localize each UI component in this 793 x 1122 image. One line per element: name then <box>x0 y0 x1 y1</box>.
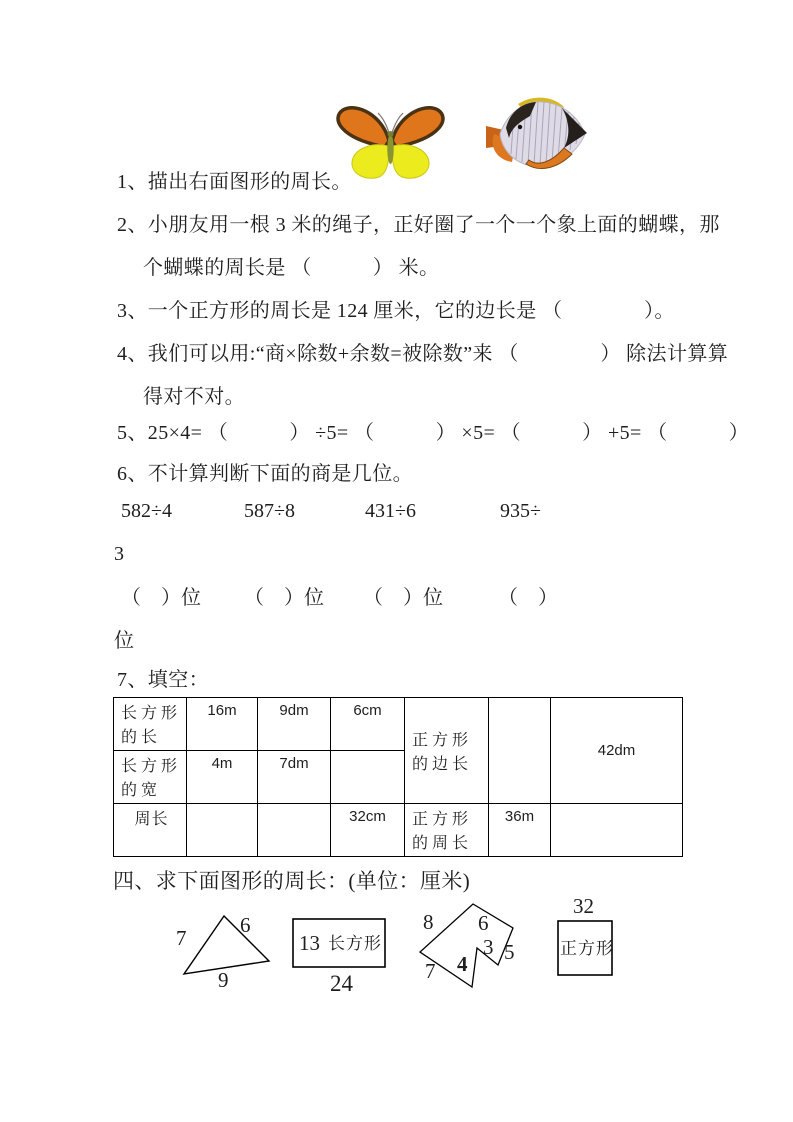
table-cell: 36m <box>489 804 551 857</box>
table-cell <box>489 698 551 804</box>
rectangle-figure <box>280 893 400 997</box>
question-5: 5、25×4= （ ） ÷5= （ ） ×5= （ ） +5= （ ） <box>117 422 750 444</box>
table-cell: 长方形的长 <box>114 698 187 751</box>
table-cell <box>258 804 331 857</box>
division-expression-3: 431÷6 <box>365 500 416 522</box>
question-6: 6、不计算判断下面的商是几位。 <box>117 463 413 485</box>
polygon-side-3: 3 <box>483 935 494 959</box>
triangle-side-left: 7 <box>176 926 187 950</box>
square-side-label: 32 <box>573 894 594 918</box>
question-4-line2: 得对不对。 <box>143 386 245 408</box>
answer-wrapped-wei: 位 <box>114 630 134 652</box>
square-name-label: 正方形 <box>560 939 614 958</box>
answer-blank-4: （ ） <box>498 587 558 609</box>
answer-blank-2: （ ）位 <box>244 587 324 609</box>
triangle-side-bottom: 9 <box>218 968 229 992</box>
question-4-line1: 4、我们可以用:“商×除数+余数=被除数”来 （ ） 除法计算算 <box>117 343 729 365</box>
polygon-side-6: 7 <box>425 959 436 983</box>
polygon-side-5: 4 <box>457 952 468 976</box>
table-cell: 32cm <box>331 804 405 857</box>
answer-blank-3: （ ）位 <box>363 587 443 609</box>
table-cell: 6cm <box>331 698 405 751</box>
division-expression-4: 935÷ <box>500 500 541 522</box>
division-wrapped-digit: 3 <box>114 543 124 565</box>
rectangle-name-label: 长方形 <box>328 934 382 953</box>
polygon-figure <box>403 888 533 1006</box>
polygon-side-4: 5 <box>504 940 515 964</box>
table-cell: 周长 <box>114 804 187 857</box>
table-cell: 42dm <box>551 698 683 804</box>
triangle-side-right: 6 <box>240 913 251 937</box>
polygon-side-2: 6 <box>478 911 489 935</box>
table-cell <box>331 751 405 804</box>
rectangle-width-label: 24 <box>330 971 353 996</box>
question-2-line2: 个蝴蝶的周长是 （ ） 米。 <box>143 257 440 279</box>
triangle-figure <box>150 888 285 1000</box>
section-4-title: 四、求下面图形的周长：(单位：厘米) <box>113 869 471 893</box>
question-2-line1: 2、小朋友用一根 3 米的绳子，正好圈了一个一个象上面的蝴蝶，那 <box>117 214 720 236</box>
square-figure <box>543 888 658 1000</box>
table-cell <box>187 804 258 857</box>
division-expression-1: 582÷4 <box>121 500 172 522</box>
fish-icon <box>484 94 592 176</box>
question-3: 3、一个正方形的周长是 124 厘米，它的边长是 （ ）。 <box>117 300 675 322</box>
table-cell: 正方形的边长 <box>405 698 489 804</box>
polygon-side-1: 8 <box>423 910 434 934</box>
fill-in-table <box>113 697 683 857</box>
table-cell: 正方形的周长 <box>405 804 489 857</box>
answer-blank-1: （ ）位 <box>121 587 201 609</box>
question-7: 7、填空： <box>117 669 209 691</box>
table-cell: 4m <box>187 751 258 804</box>
table-cell: 9dm <box>258 698 331 751</box>
division-expression-2: 587÷8 <box>244 500 295 522</box>
question-1: 1、描出右面图形的周长。 <box>117 171 352 193</box>
table-cell: 长方形的宽 <box>114 751 187 804</box>
rectangle-height-label: 13 <box>299 931 320 955</box>
table-cell: 16m <box>187 698 258 751</box>
table-cell <box>551 804 683 857</box>
fish-image <box>484 94 592 176</box>
table-cell: 7dm <box>258 751 331 804</box>
